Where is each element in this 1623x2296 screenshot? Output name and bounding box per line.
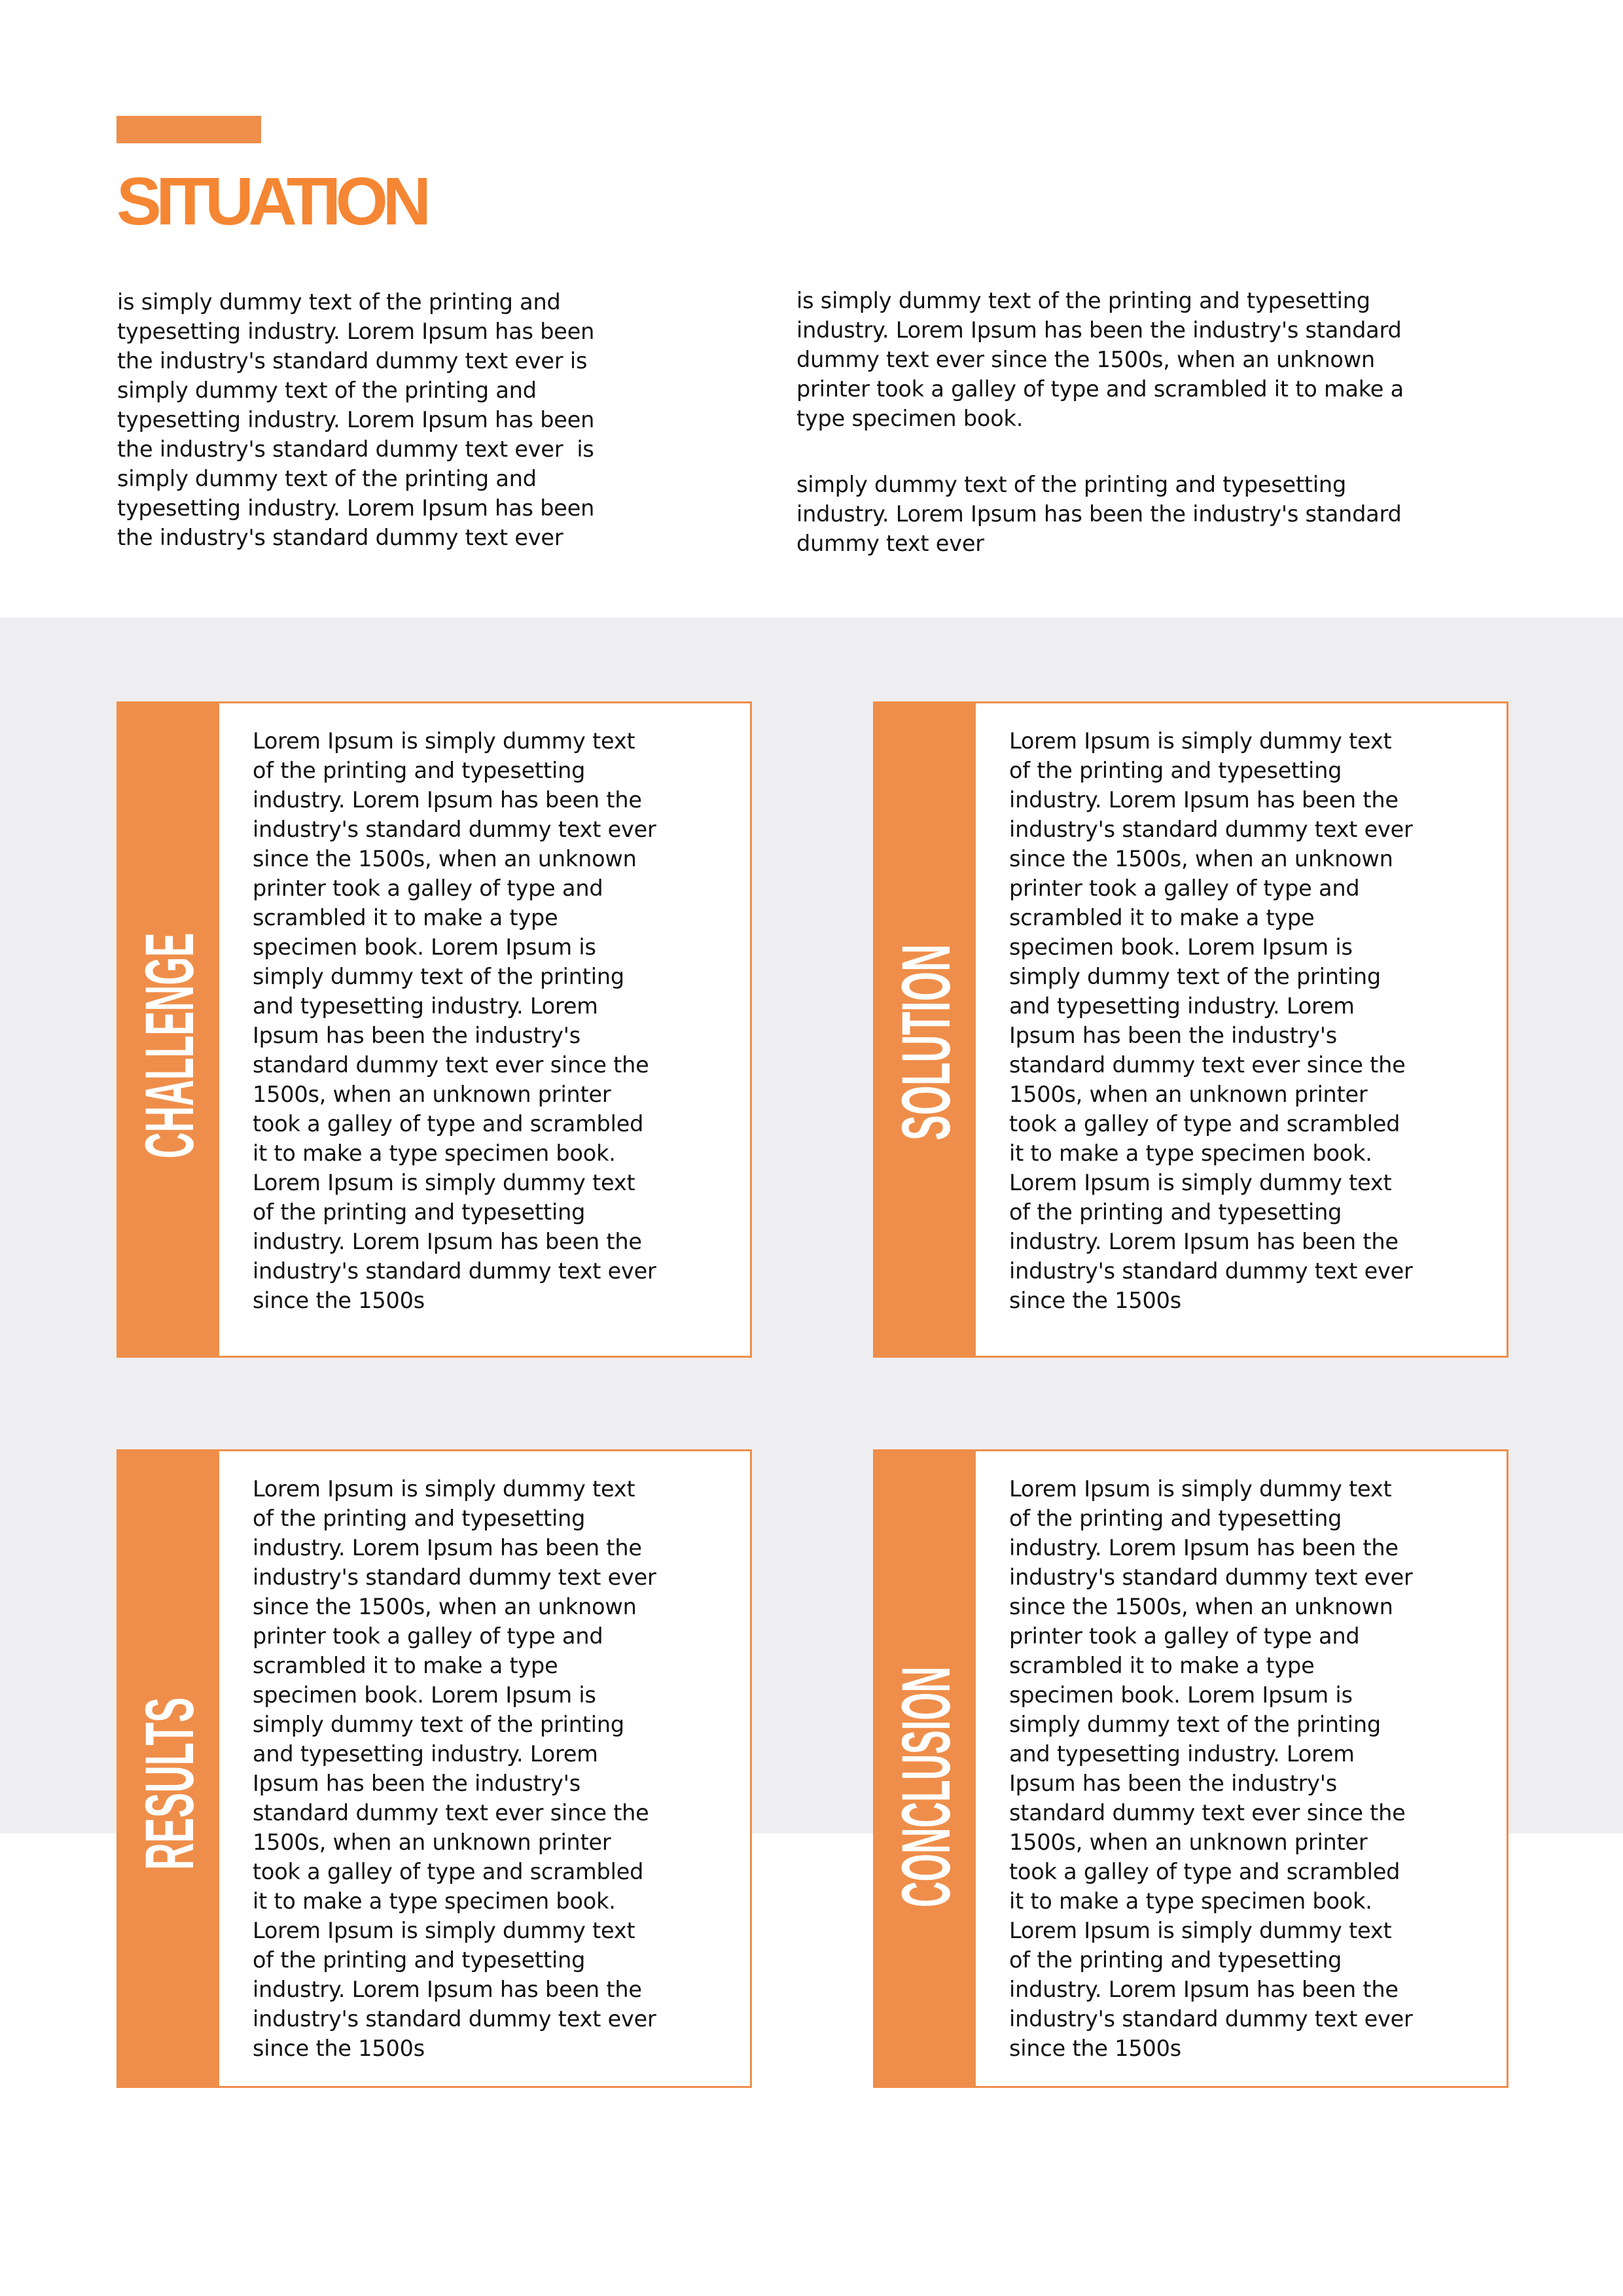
card-label-strip [116, 1449, 219, 2088]
text-line: of the printing and typesetting [1009, 758, 1342, 783]
text-line: of the printing and typesetting [253, 1506, 586, 1531]
text-line: since the 1500s [1009, 2036, 1182, 2061]
card-label-strip [116, 701, 219, 1358]
text-line: industry's standard dummy text ever [253, 1258, 656, 1284]
card-solution [873, 701, 1508, 1358]
text-line: typesetting industry. Lorem Ipsum has been [117, 407, 595, 433]
card-label-text: CHALLENGE [132, 731, 208, 1159]
card-label-text: CONCLUSION [888, 1445, 965, 1907]
text-line: took a galley of type and scrambled [253, 1859, 644, 1884]
text-line: took a galley of type and scrambled [1009, 1111, 1400, 1137]
text-line: since the 1500s [253, 1288, 425, 1313]
text-line: of the printing and typesetting [253, 1947, 586, 1973]
text-line: standard dummy text ever since the [253, 1052, 649, 1078]
text-line: and typesetting industry. Lorem [253, 1741, 598, 1767]
text-line: typesetting industry. Lorem Ipsum has been [117, 319, 595, 344]
text-line: scrambled it to make a type [1009, 1653, 1315, 1678]
text-line: Ipsum has been the industry's [253, 1023, 581, 1048]
situation-left-paragraph [117, 287, 594, 552]
text-line: Lorem Ipsum is simply dummy text [1009, 728, 1392, 754]
card-label [873, 1445, 976, 2088]
text-line: industry's standard dummy text ever [253, 817, 656, 842]
text-line: is simply dummy text of the printing and typesetting [796, 288, 1370, 313]
page-title-text: SITUATION [116, 164, 431, 239]
text-line: standard dummy text ever since the [253, 1800, 649, 1826]
text-line: is simply dummy text of the printing and [117, 289, 561, 315]
text-line: industry's standard dummy text ever [1009, 817, 1413, 842]
text-line: it to make a type specimen book. [1009, 1140, 1372, 1166]
text-line: 1500s, when an unknown printer [253, 1829, 611, 1855]
text-line: industry. Lorem Ipsum has been the [253, 1977, 642, 2002]
text-line: scrambled it to make a type [253, 905, 558, 930]
card-label-text: SOLUTION [888, 785, 965, 1140]
text-line: industry. Lorem Ipsum has been the industry's standard [796, 317, 1402, 343]
text-line: Lorem Ipsum is simply dummy text [1009, 1170, 1392, 1195]
text-line: of the printing and typesetting [253, 1199, 586, 1225]
text-line: since the 1500s, when an unknown [1009, 846, 1393, 872]
text-line: specimen book. Lorem Ipsum is [1009, 934, 1353, 960]
text-line: industry's standard dummy text ever [253, 1564, 656, 1590]
text-line: industry's standard dummy text ever [1009, 2006, 1413, 2032]
text-line: printer took a galley of type and [1009, 875, 1360, 901]
text-line: printer took a galley of type and [1009, 1623, 1360, 1649]
card-label-strip [873, 701, 976, 1358]
text-line: simply dummy text of the printing [253, 964, 624, 989]
text-line: Ipsum has been the industry's [1009, 1023, 1338, 1048]
text-line: Ipsum has been the industry's [253, 1771, 581, 1796]
text-line: printer took a galley of type and [253, 1623, 603, 1649]
text-line: and typesetting industry. Lorem [253, 993, 598, 1019]
card-label [116, 1449, 219, 2088]
text-line: of the printing and typesetting [1009, 1947, 1342, 1973]
card-body [1009, 1474, 1413, 2063]
text-line: type specimen book. [796, 406, 1024, 431]
text-line: since the 1500s, when an unknown [1009, 1594, 1393, 1619]
text-line: simply dummy text of the printing [253, 1712, 624, 1737]
text-line: the industry's standard dummy text ever is [117, 436, 594, 462]
text-line: industry. Lorem Ipsum has been the [1009, 1535, 1399, 1561]
card-body [1009, 726, 1413, 1315]
situation-right-column [796, 286, 1404, 558]
situation-left-column [117, 287, 594, 552]
text-line: industry. Lorem Ipsum has been the [253, 1229, 642, 1254]
text-line: printer took a galley of type and scrambled it to make a [796, 376, 1404, 402]
text-line: Lorem Ipsum is simply dummy text [1009, 1918, 1392, 1943]
text-line: took a galley of type and scrambled [253, 1111, 644, 1137]
card-conclusion [873, 1445, 1508, 2088]
text-line: Ipsum has been the industry's [1009, 1771, 1338, 1796]
text-line: specimen book. Lorem Ipsum is [253, 1682, 596, 1708]
text-line: simply dummy text of the printing and typesetting [796, 472, 1347, 497]
card-body [253, 1474, 656, 2063]
text-line: Lorem Ipsum is simply dummy text [253, 1170, 635, 1195]
text-line: since the 1500s, when an unknown [253, 1594, 637, 1619]
page-title [116, 164, 431, 239]
text-line: since the 1500s [253, 2036, 425, 2061]
card-challenge [116, 701, 752, 1358]
text-line: Lorem Ipsum is simply dummy text [1009, 1476, 1392, 1502]
text-line: simply dummy text of the printing [1009, 1712, 1381, 1737]
card-label-text: RESULTS [132, 1554, 208, 1870]
text-line: standard dummy text ever since the [1009, 1052, 1406, 1078]
text-line: Lorem Ipsum is simply dummy text [253, 728, 635, 754]
text-line: dummy text ever since the 1500s, when an unknown [796, 347, 1375, 372]
text-line: Lorem Ipsum is simply dummy text [253, 1476, 635, 1502]
card-label-strip [873, 1445, 976, 2088]
text-line: simply dummy text of the printing [1009, 964, 1381, 989]
text-line: industry. Lorem Ipsum has been the industry's standard [796, 501, 1402, 527]
title-accent-bar [116, 116, 261, 143]
text-line: and typesetting industry. Lorem [1009, 1741, 1355, 1767]
card-body [253, 726, 656, 1315]
text-line: of the printing and typesetting [253, 758, 586, 783]
text-line: industry. Lorem Ipsum has been the [1009, 1229, 1399, 1254]
text-line: industry. Lorem Ipsum has been the [253, 1535, 642, 1561]
card-label [873, 701, 976, 1358]
text-line: industry's standard dummy text ever [1009, 1258, 1413, 1284]
card-results [116, 1449, 752, 2088]
text-line: scrambled it to make a type [253, 1653, 558, 1678]
text-line: industry's standard dummy text ever [253, 2006, 656, 2032]
text-line: industry. Lorem Ipsum has been the [1009, 787, 1399, 813]
text-line: industry. Lorem Ipsum has been the [253, 787, 642, 813]
text-line: since the 1500s, when an unknown [253, 846, 637, 872]
text-line: printer took a galley of type and [253, 875, 603, 901]
text-line: it to make a type specimen book. [1009, 1888, 1372, 1914]
text-line: specimen book. Lorem Ipsum is [1009, 1682, 1353, 1708]
text-line: typesetting industry. Lorem Ipsum has been [117, 495, 595, 521]
text-line: of the printing and typesetting [1009, 1199, 1342, 1225]
card-label [116, 701, 219, 1358]
text-line: took a galley of type and scrambled [1009, 1859, 1400, 1884]
situation-right-paragraph-2 [796, 470, 1404, 558]
text-line: industry. Lorem Ipsum has been the [1009, 1977, 1399, 2002]
text-line: industry's standard dummy text ever [1009, 1564, 1413, 1590]
text-line: 1500s, when an unknown printer [253, 1082, 611, 1107]
text-line: the industry's standard dummy text ever is [117, 348, 588, 374]
text-line: scrambled it to make a type [1009, 905, 1315, 930]
text-line: dummy text ever [796, 531, 984, 556]
text-line: since the 1500s [1009, 1288, 1182, 1313]
situation-right-paragraph-1 [796, 286, 1404, 433]
text-line: 1500s, when an unknown printer [1009, 1829, 1368, 1855]
text-line: it to make a type specimen book. [253, 1140, 616, 1166]
text-line: of the printing and typesetting [1009, 1506, 1342, 1531]
text-line: simply dummy text of the printing and [117, 466, 537, 491]
text-line: the industry's standard dummy text ever [117, 525, 563, 550]
text-line: Lorem Ipsum is simply dummy text [253, 1918, 635, 1943]
text-line: simply dummy text of the printing and [117, 378, 537, 403]
text-line: it to make a type specimen book. [253, 1888, 616, 1914]
text-line: 1500s, when an unknown printer [1009, 1082, 1368, 1107]
text-line: standard dummy text ever since the [1009, 1800, 1406, 1826]
text-line: specimen book. Lorem Ipsum is [253, 934, 596, 960]
text-line: and typesetting industry. Lorem [1009, 993, 1355, 1019]
